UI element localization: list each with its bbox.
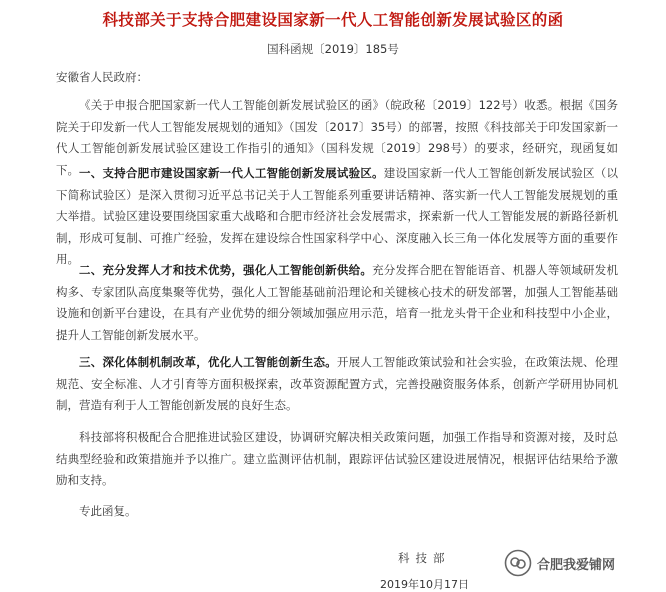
paragraph-heading: 二、充分发挥人才和技术优势，强化人工智能创新供给。 bbox=[79, 263, 373, 277]
paragraph-body: 开展人工智能政策试验和社会实验，在政策法规、伦理规范、安全标准、人才引育等方面积极探索，改革资源配置方式，完善投融资服务体系，创新产学研用协同机制，营造有利于人工智能创新发展的良好生态。 bbox=[56, 355, 618, 412]
paragraph-heading: 一、支持合肥市建设国家新一代人工智能创新发展试验区。 bbox=[79, 166, 384, 180]
paragraph-section-2 bbox=[56, 260, 618, 346]
paragraph-section-1 bbox=[56, 163, 618, 271]
issue-date: 2019年10月17日 bbox=[380, 578, 469, 591]
document-title: 科技部关于支持合肥建设国家新一代人工智能创新发展试验区的函 bbox=[102, 11, 564, 29]
paragraph-body: 科技部将积极配合合肥推进试验区建设，协调研究解决相关政策问题，加强工作指导和资源对接，及时总结典型经验和政策措施并予以推广。建立监测评估机制，跟踪评估试验区建设进展情况，根据评估结果给予激励和支持。 bbox=[56, 430, 618, 487]
wechat-account-icon bbox=[504, 549, 532, 577]
paragraph-support bbox=[56, 427, 618, 492]
issuer-signature: 科技部 bbox=[398, 551, 451, 565]
closing-line: 专此函复。 bbox=[79, 504, 137, 518]
document-number: 国科函规〔2019〕185号 bbox=[267, 42, 399, 56]
watermark-text: 合肥我爱铺网 bbox=[537, 557, 616, 573]
paragraph-heading: 三、深化体制机制改革，优化人工智能创新生态。 bbox=[79, 355, 337, 369]
addressee: 安徽省人民政府： bbox=[56, 70, 148, 84]
watermark bbox=[504, 549, 615, 577]
paragraph-section-3 bbox=[56, 352, 618, 417]
paragraph-body: 充分发挥合肥在智能语音、机器人等领域研发机构多、专家团队高度集聚等优势，强化人工智能基础前沿理论和关键核心技术的研发部署，加强人工智能基础设施和创新平台建设，在具有产业优势的细分领域加强应用示范，培育一批龙头骨干企业和科技型中小企业，提升人工智能创新发展水平。 bbox=[56, 263, 619, 342]
paragraph-body: 《关于申报合肥国家新一代人工智能创新发展试验区的函》（皖政秘〔2019〕122号）收悉。根据《国务院关于印发新一代人工智能发展规划的通知》（国发〔2017〕35号）的部署，按照《科技部关于印发国家新一代人工智能创新发展试验区建设工作指引的通知》（国科发规〔2019〕298号）的要求，经研究，现函复如下。 bbox=[56, 98, 618, 177]
paragraph-body: 建设国家新一代人工智能创新发展试验区（以下简称试验区）是深入贯彻习近平总书记关于人工智能系列重要讲话精神、落实新一代人工智能发展规划的重大举措。试验区建设要围绕国家重大战略和合肥市经济社会发展需求，探索新一代人工智能发展的新路径新机制，形成可复制、可推广经验，发挥在建设综合性国家科学中心、深度融入长三角一体化发展等方面的重要作用。 bbox=[56, 166, 619, 266]
